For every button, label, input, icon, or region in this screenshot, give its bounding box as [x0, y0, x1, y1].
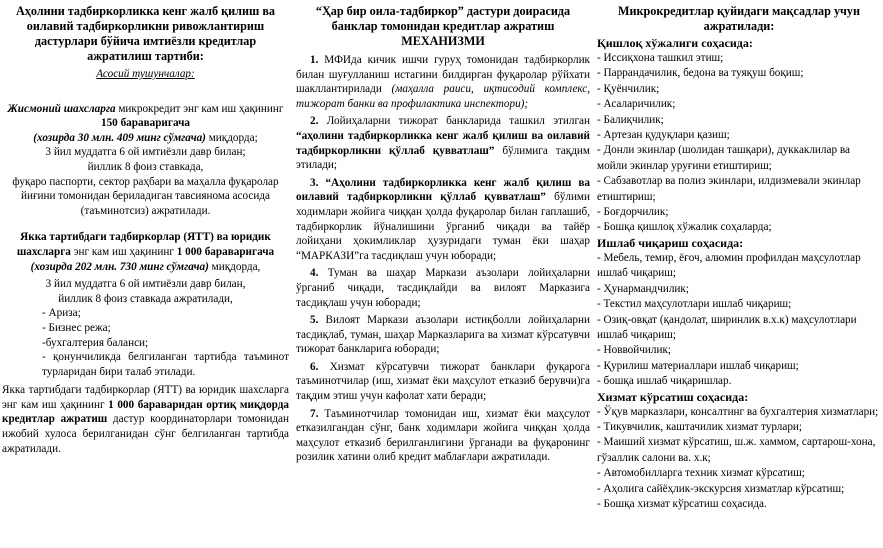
entrepreneurs-rate: йиллик 8 фоиз ставкада ажратилади,	[58, 292, 233, 305]
purposes-title: Микрокредитлар қуйидаги мақсадлар учун ажратилади:	[617, 4, 861, 33]
list-item: - Ҳунармандчилик;	[597, 282, 689, 295]
list-item: - Асаларичилик;	[597, 98, 676, 111]
list-item: - Тикувчилик, каштачилик хизмат турлари;	[597, 420, 803, 433]
list-item: - бошқа ишлаб чиқаришлар.	[597, 375, 732, 388]
step-1: 1. МФИда кичик ишчи гуруҳ томонидан тадбиркорлик билан шуғулланиш истагини билдирган фуқаролар рўйхати шакллантирилади (маҳалла раиси, иқтисодий комплекс, тижорат банки ва профилактика инспектори);	[296, 54, 590, 110]
column-mechanism	[296, 0, 590, 465]
list-item: - Артезан қудуқлари қазиш;	[597, 129, 730, 142]
list-item: - Маиший хизмат кўрсатиш, ш.ж. хаммом, сартарош-хона, гўзаллик салони ва. х.к;	[597, 436, 876, 464]
list-item: - Иссиқхона ташкил этиш;	[597, 52, 724, 64]
step-6: 6. Хизмат кўрсатувчи тижорат банклари фуқарога таъминотчилар (иш, хизмат ёки маҳсулот етказиб берувчи)га тақдим этиш учун кафолат хати беради;	[296, 360, 590, 403]
procedure-title: Аҳолини тадбиркорликка кенг жалб қилиш ва оилавий тадбиркорликни ривожлантириш дастурлари бўйича имтиёзли кредитлар ажратилиш тартиби:	[15, 4, 276, 63]
individuals-term: 3 йил муддатга 6 ой имтиёзли давр билан;	[45, 146, 246, 159]
column-loan-procedure	[2, 0, 289, 456]
step-7: 7. Таъминотчилар томонидан иш, хизмат ёки маҳсулот етказилгандан сўнг, банк ходимлари жойига чиққан ҳолда маҳсулот етказиб берилганлигини ўрганади ва фуқаронинг розилик хатини олиб кредит маблағлари ажратилади.	[296, 407, 590, 464]
list-item: - Мебель, темир, ёғоч, алюмин профилдан маҳсулотлар ишлаб чиқариш;	[597, 251, 861, 280]
list-item: - Қурилиш материаллари ишлаб чиқариш;	[597, 359, 799, 372]
list-item: - Бошқа қишлоқ хўжалик соҳаларда;	[597, 221, 772, 234]
category-agriculture: Қишлоқ хўжалиги соҳасида:	[597, 36, 753, 50]
agriculture-list	[597, 51, 881, 236]
basic-concepts-heading: Асосий тушунчалар:	[96, 68, 195, 80]
list-item: - Новвойчилик;	[597, 344, 671, 357]
individuals-label: Жисмоний шахсларга	[7, 102, 116, 115]
list-item: - Автомобилларга техник хизмат кўрсатиш;	[597, 467, 805, 480]
mechanism-subtitle: МЕХАНИЗМИ	[401, 34, 485, 48]
list-item: - Озиқ-овқат (қандолат, ширинлик в.х.к) маҳсулотлари ишлаб чиқариш;	[597, 313, 857, 341]
entrepreneurs-term: 3 йил муддатга 6 ой имтиёзли давр билан,	[45, 278, 246, 291]
large-loan-paragraph: Якка тартибдаги тадбиркорлар (ЯТТ) ва юридик шахсларга энг кам иш ҳақининг 1 000 бараваридан ортиқ миқдорда кредитлар ажратиш дастур координаторлари томонидан ижобий хулоса берилганидан сўнг белгиланган тартибда ажратилади.	[2, 384, 290, 455]
step-2: 2. Лойиҳаларни тижорат банкларида ташкил этилган “аҳолини тадбиркорликка кенг жалб қилиш ва оилавий тадбиркорликни қўллаб қувватлаш” бўлимига тақдим этилади;	[296, 115, 590, 172]
step-3: 3. “Аҳолини тадбиркорликка кенг жалб қилиш ва оилавий тадбиркорликни қўллаб қувватлаш” бўлими ходимлари жойига чиққан ҳолда фуқаролар билан гаплашиб, тадбиркорлик йўналишини ўрганиб чиқади ва тайёр лойиҳани ҳокимликлар ҳузуридаги туман ёки шаҳар “МАРКАЗИ”га тасдиқлаш учун юборади;	[296, 176, 590, 262]
doc-item: - қонунчиликда белгиланган тартибда таъминот турларидан бири талаб этилади.	[42, 351, 289, 378]
individuals-docs: фуқаро паспорти, сектор раҳбари ва маҳалла фуқаролар йиғини томонидан бериладиган тавсиянома асосида (таъминотсиз) ажратилади.	[12, 175, 279, 217]
step-4: 4. Туман ва шаҳар Маркази аъзолари лойиҳаларни ўрганиб чиқади, тасдиқлайди ва вилоят Марказига тасдиқлаш учун юборади;	[296, 267, 590, 309]
doc-item: -бухгалтерия баланси;	[42, 336, 149, 349]
category-production: Ишлаб чиқариш соҳасида:	[597, 235, 744, 250]
entrepreneurs-label: Якка тартибдаги тадбиркорлар (ЯТТ) ва юридик шахсларга	[16, 231, 271, 258]
mechanism-title: “Ҳар бир оила-тадбиркор” дастури доирасида банклар томонидан кредитлар ажратиш	[315, 4, 571, 33]
list-item: - Текстил маҳсулотлари ишлаб чиқариш;	[597, 298, 792, 311]
list-item: - Аҳолига сайёҳлик-экскурсия хизматлар кўрсатиш;	[597, 482, 845, 495]
step-5: 5. Вилоят Маркази аъзолари истиқболли лойиҳаларни тасдиқлаб, туман, шаҳар Марказларига ва хизмат кўрсатувчи тижорат банкларига юборади;	[296, 314, 590, 356]
services-list	[597, 405, 881, 513]
individuals-paragraph: Жисмоний шахсларга микрокредит энг кам иш ҳақининг 150 бараваригача (хозирда 30 млн. 409 минг сўмгача) миқдорда;	[7, 102, 284, 144]
list-item: - Қуёнчилик;	[597, 82, 660, 95]
doc-item: - Ариза;	[42, 307, 81, 320]
column-loan-purposes	[597, 0, 881, 512]
production-list	[597, 251, 881, 390]
list-item: - Балиқчилик;	[597, 113, 664, 126]
category-services: Хизмат кўрсатиш соҳасида:	[597, 389, 749, 404]
list-item: - Бошқа хизмат кўрсатиш соҳасида.	[597, 497, 767, 510]
list-item: - Сабзавотлар ва полиз экинлари, илдизмевали экинлар етиштириш;	[597, 175, 861, 203]
list-item: - Паррандачилик, бедона ва туяқуш боқиш;	[597, 67, 804, 80]
doc-item: - Бизнес режа;	[42, 321, 111, 334]
list-item: - Боғдорчилик;	[597, 206, 669, 219]
entrepreneurs-paragraph: Якка тартибдаги тадбиркорлар (ЯТТ) ва юридик шахсларга энг кам иш ҳақининг 1 000 бараваригача (хозирда 202 млн. 730 минг сўмгача) миқдорда,	[16, 231, 275, 273]
list-item: - Донли экинлар (шолидан ташқари), дуккаклилар ва мойли экинлар уруғини етиштириш;	[597, 144, 850, 172]
list-item: - Ўқув марказлари, консалтинг ва бухгалтерия хизматлари;	[597, 405, 879, 418]
individuals-rate: йиллик 8 фоиз ставкада,	[87, 160, 204, 173]
